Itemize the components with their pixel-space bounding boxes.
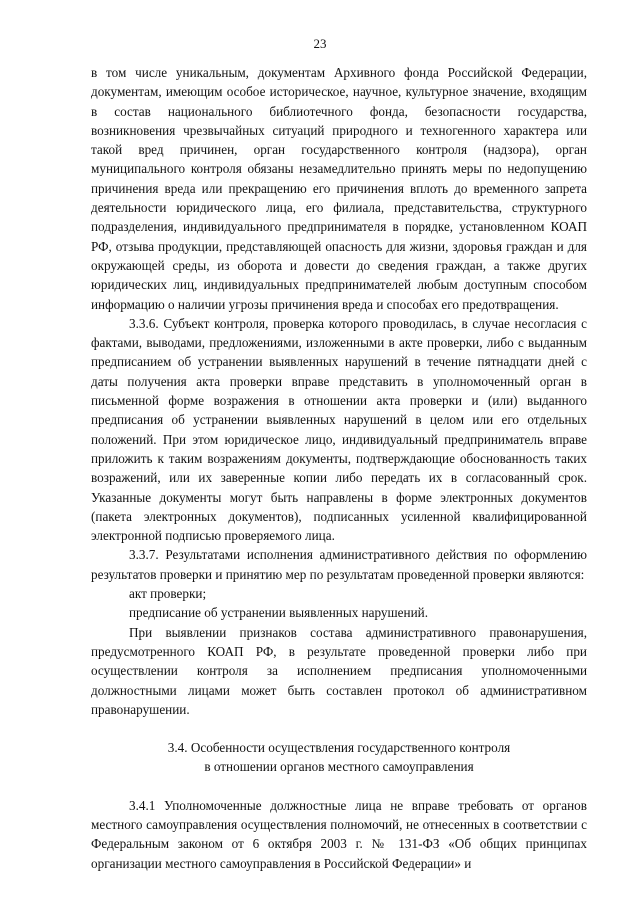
list-item-act: акт проверки; bbox=[129, 586, 207, 602]
body-text bbox=[91, 63, 587, 873]
page-number: 23 bbox=[313, 36, 327, 51]
section-spacer-bottom bbox=[91, 777, 587, 796]
paragraph-3-3-7: 3.3.7. Результатами исполнения административного действия по оформлению результатов проверки и принятию мер по результатам проведенной проверки являются: bbox=[91, 547, 587, 582]
section-spacer-top bbox=[91, 719, 587, 738]
paragraph-3-3-6: 3.3.6. Субъект контроля, проверка которого проводилась, в случае несогласия с фактами, выводами, предложениями, изложенными в акте проверки, либо с выданным предписанием об устранении выявленных нарушений в течение пятнадцати дней с даты получения акта проверки вправе представить в уполномоченный орган в письменной форме возражения в отношении акта проверки и (или) выданного предписания об устранении выявленных нарушений в целом или его отдельных положений. При этом юридическое лицо, индивидуальный предприниматель вправе приложить к таким возражениям документы, подтверждающие обоснованность таких возражений, или их заверенные копии либо передать их в согласованный срок. Указанные документы могут быть направлены в форме электронных документов (пакета электронных документов), подписанных усиленной квалифицированной электронной подписью проверяемого лица. bbox=[91, 315, 587, 544]
paragraph-continuation: в том числе уникальным, документам Архивного фонда Российской Федерации, документам, имеющим особое историческое, научное, культурное значение, входящим в состав национального библиотечного фонда, безопасности государства, возникновения чрезвычайных ситуаций природного и техногенного характера или такой вред причинен, орган государственного контроля (надзора), орган муниципального контроля обязаны незамедлительно принять меры по недопущению причинения вреда или прекращению его причинения вплоть до временного запрета деятельности юридического лица, его филиала, представительства, структурного подразделения, индивидуального предпринимателя в порядке, установленном КОАП РФ, отзыва продукции, представляющей опасность для жизни, здоровья граждан и для окружающей среды, из оборота и довести до сведения граждан, а также других юридических лиц, индивидуальных предпринимателей любым доступным способом информацию о наличии угрозы причинения вреда и способах его предотвращения. bbox=[91, 65, 587, 312]
section-heading-line-2: в отношении органов местного самоуправления bbox=[204, 759, 474, 775]
section-heading-line-1: 3.4. Особенности осуществления государственного контроля bbox=[167, 740, 511, 756]
list-item-prescription: предписание об устранении выявленных нарушений. bbox=[129, 605, 428, 621]
paragraph-3-4-1: 3.4.1 Уполномоченные должностные лица не вправе требовать от органов местного самоуправления осуществления полномочий, не отнесенных в соответствии с Федеральным законом от 6 октября 2003 г. № 131-ФЗ «Об общих принципах организации местного самоуправления в Российской Федерации» и bbox=[91, 797, 587, 871]
paragraph-violation-protocol: При выявлении признаков состава административного правонарушения, предусмотренного КОАП РФ, в результате проведенной проверки либо при осуществлении контроля за исполнением предписания уполномоченными должностными лицами может быть составлен протокол об административном правонарушении. bbox=[91, 624, 587, 717]
